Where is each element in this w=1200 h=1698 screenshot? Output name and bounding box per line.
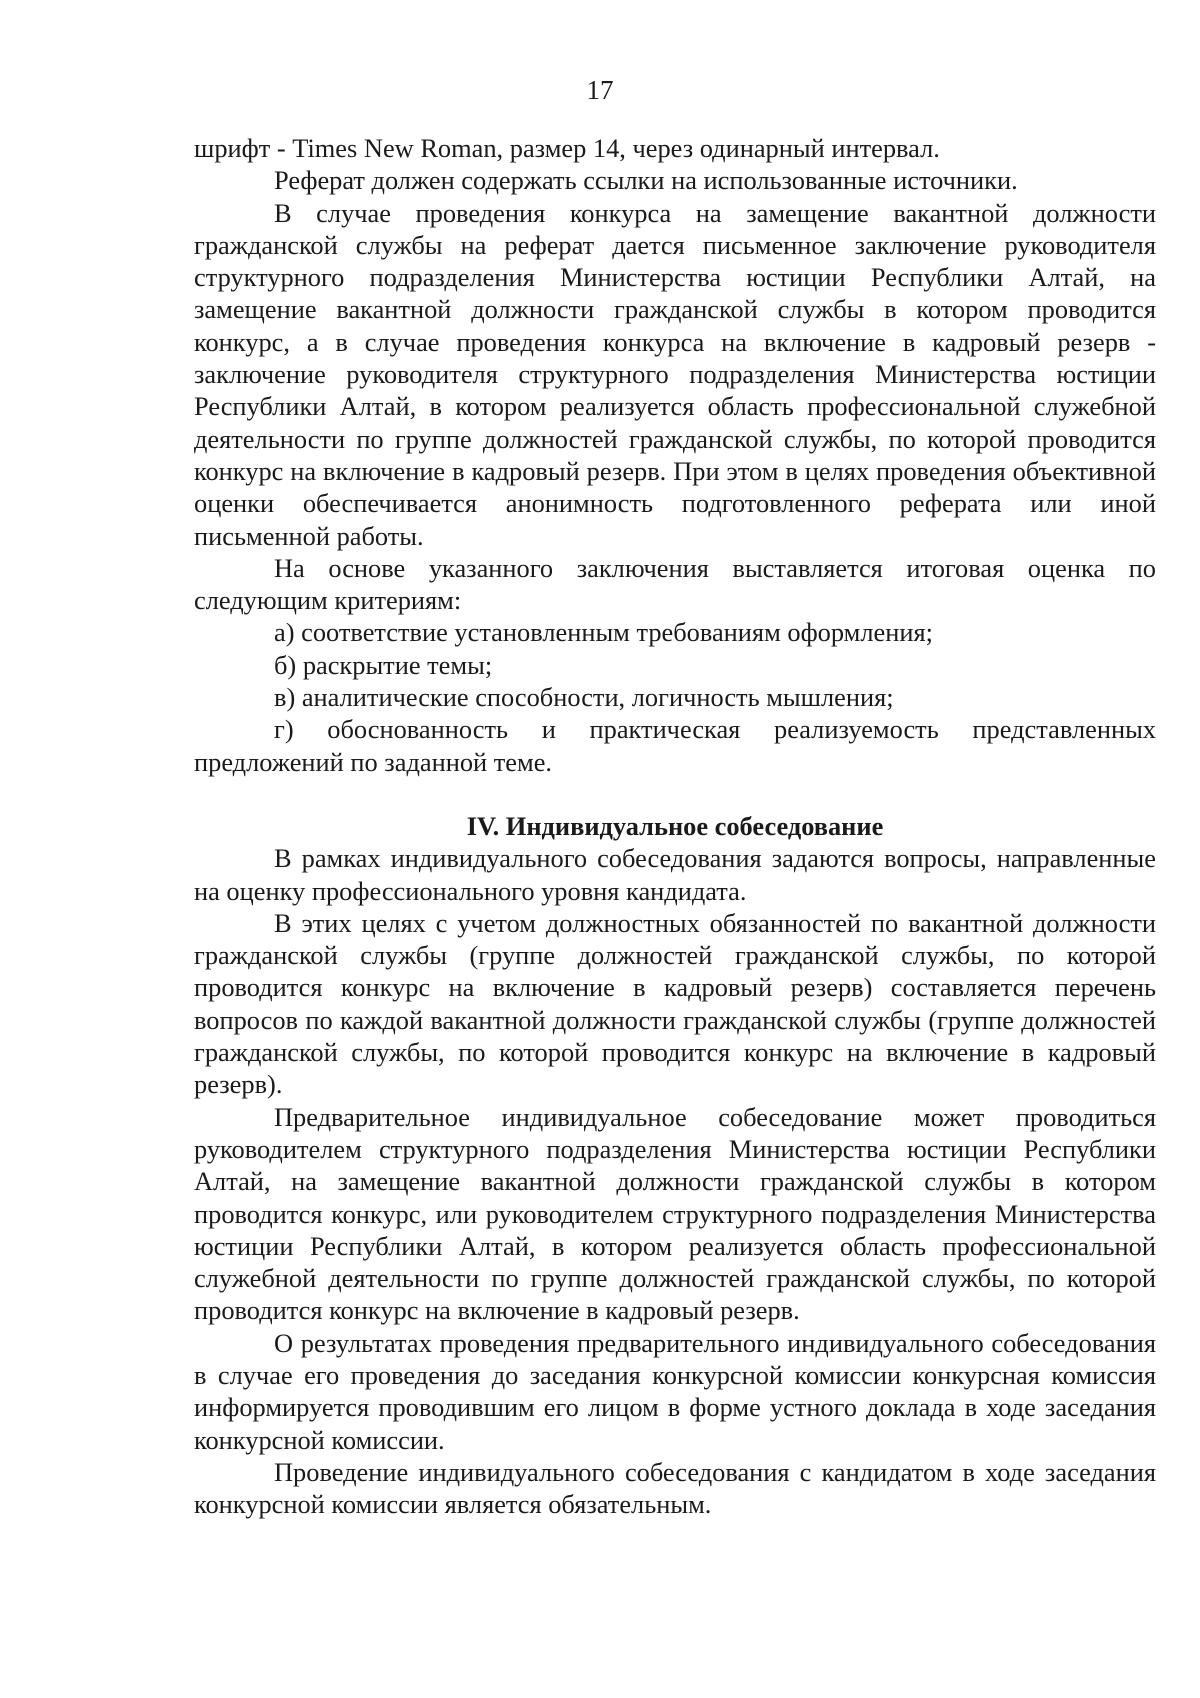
paragraph-preliminary-interview: Предварительное индивидуальное собеседование может проводиться руководителем структурного подразделения Министерства юстиции Республики Алтай, на замещение вакантной должности гражданской службы в котором проводится конкурс, или руководителем структурного подразделения Министерства юстиции Республики Алтай, в котором реализуется область профессиональной служебной деятельности по группе должностей гражданской службы, по которой проводится конкурс на включение в кадровый резерв. [194, 1101, 1156, 1326]
page-number: 17 [586, 75, 614, 105]
paragraph-font-requirements: шрифт - Times New Roman, размер 14, через одинарный интервал. [194, 133, 940, 163]
paragraph-criteria-intro: На основе указанного заключения выставляется итоговая оценка по следующим критериям: [194, 552, 1156, 616]
paragraph-interview-questions: В рамках индивидуального собеседования задаются вопросы, направленные на оценку профессионального уровня кандидата. [194, 843, 1156, 906]
paragraph-conclusion: В случае проведения конкурса на замещение вакантной должности гражданской службы на реферат дается письменное заключение руководителя структурного подразделения Министерства юстиции Республики Алтай, на замещение вакантной должности гражданской службы в котором проводится конкурс, а в случае проведения конкурса на включение в кадровый резерв - заключение руководителя структурного подразделения Министерства юстиции Республики Алтай, в котором реализуется область профессиональной служебной деятельности по группе должностей гражданской службы, по которой проводится конкурс на включение в кадровый резерв. При этом в целях проведения объективной оценки обеспечивается анонимность подготовленного реферата или иной письменной работы. [194, 197, 1156, 551]
section-heading: IV. Индивидуальное собеседование [466, 810, 884, 841]
criterion-a: а) соответствие установленным требованиям оформления; [274, 617, 933, 648]
criterion-d: г) обоснованность и практическая реализуемость представленных предложений по заданной теме. [194, 714, 1156, 777]
paragraph-question-list: В этих целях с учетом должностных обязанностей по вакантной должности гражданской службы (группе должностей гражданской службы, по которой проводится конкурс на включение в кадровый резерв) составляется перечень вопросов по каждой вакантной должности гражданской службы (группе должностей гражданской службы, по которой проводится конкурс на включение в кадровый резерв). [194, 907, 1156, 1100]
paragraph-references: Реферат должен содержать ссылки на использованные источники. [274, 165, 1018, 196]
criterion-c: в) аналитические способности, логичность мышления; [274, 682, 894, 713]
paragraph-mandatory-interview: Проведение индивидуального собеседования с кандидатом в ходе заседания конкурсной комиссии является обязательным. [194, 1456, 1156, 1520]
document-body [194, 132, 1156, 1520]
criterion-b: б) раскрытие темы; [274, 649, 493, 680]
paragraph-interview-results: О результатах проведения предварительного индивидуального собеседования в случае его проведения до заседания конкурсной комиссии конкурсная комиссия информируется проводившим его лицом в форме устного доклада в ходе заседания конкурсной комиссии. [194, 1327, 1156, 1455]
